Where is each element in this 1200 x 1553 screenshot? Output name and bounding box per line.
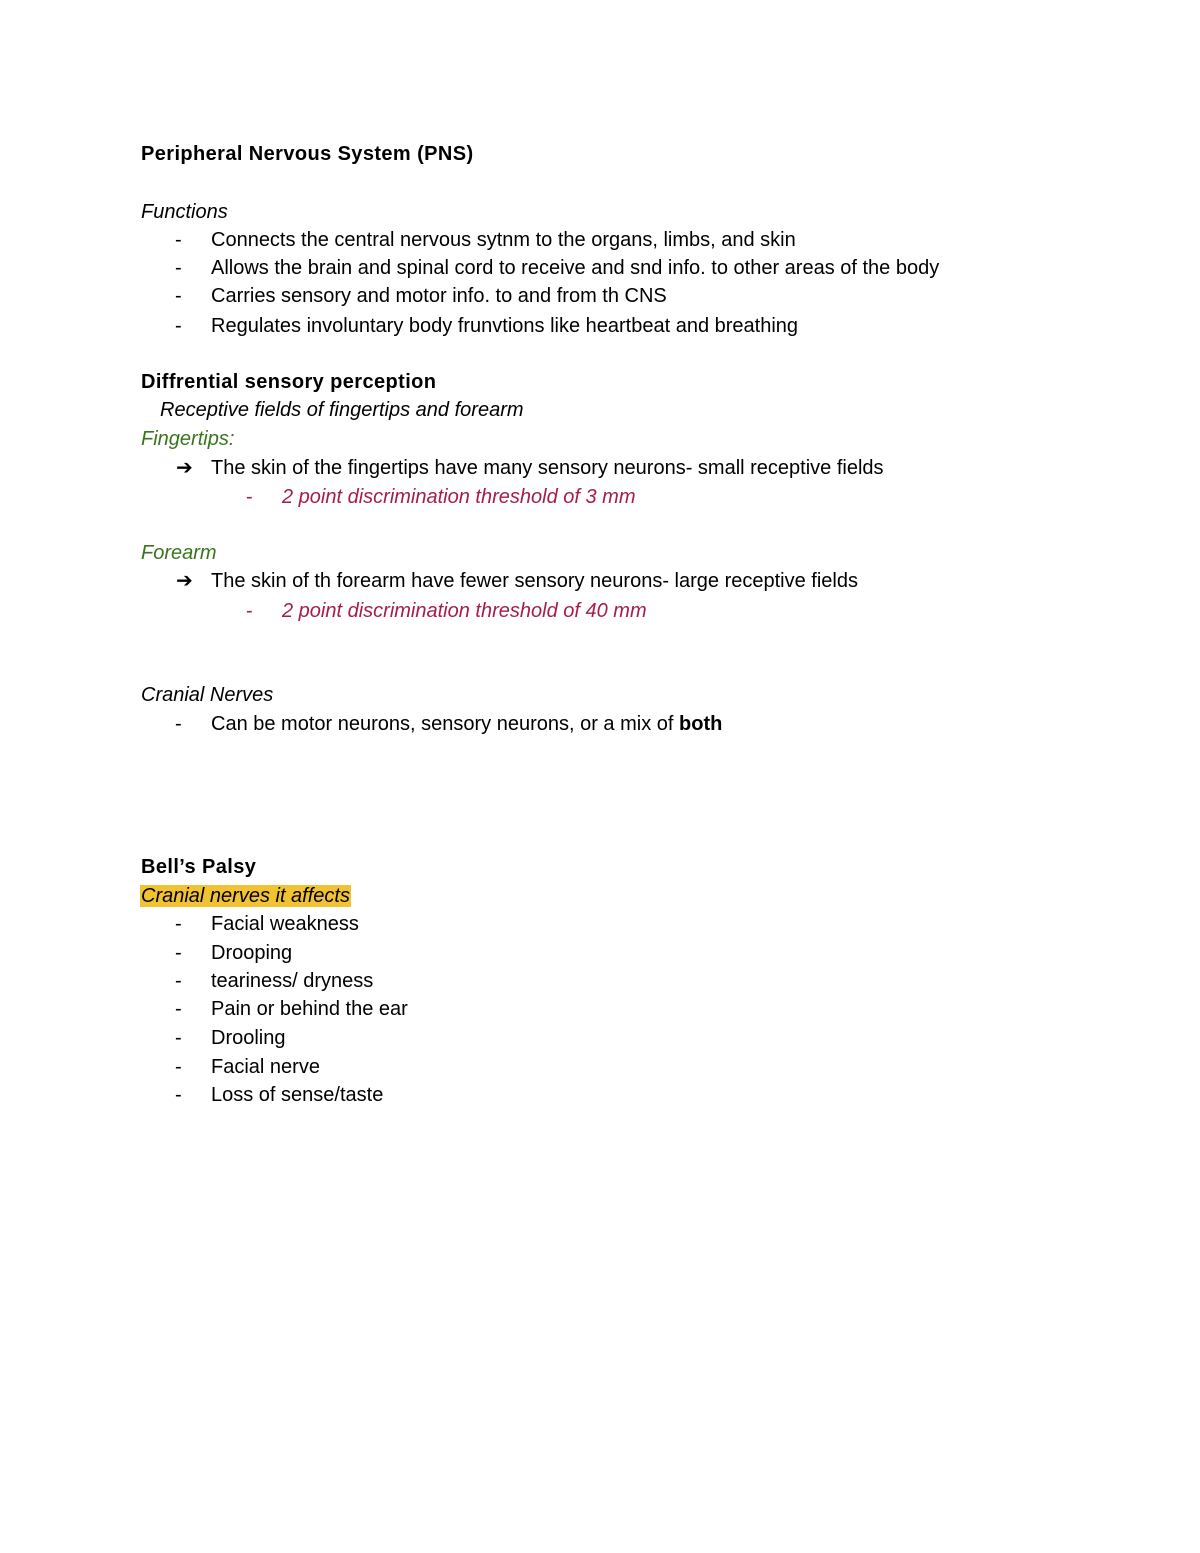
list-bullet: - (175, 1027, 182, 1049)
list-bullet: - (175, 713, 182, 735)
list-bullet: - (175, 285, 182, 307)
list-item: Facial nerve (211, 1056, 320, 1078)
forearm-label: Forearm (141, 542, 217, 564)
arrow-bullet-icon: ➔ (176, 457, 193, 479)
fingertips-point: The skin of the fingertips have many sensory neurons- small receptive fields (211, 457, 884, 479)
list-bullet: - (175, 998, 182, 1020)
list-item: Connects the central nervous sytnm to the organs, limbs, and skin (211, 229, 796, 251)
functions-label: Functions (141, 201, 228, 223)
list-bullet: - (175, 913, 182, 935)
cranial-heading: Cranial Nerves (141, 684, 274, 706)
list-bullet: - (175, 942, 182, 964)
perception-subtitle: Receptive fields of fingertips and forearm (160, 399, 524, 421)
list-bullet: - (175, 1056, 182, 1078)
list-bullet: - (246, 486, 253, 508)
forearm-detail: 2 point discrimination threshold of 40 mm (282, 600, 647, 622)
perception-heading: Diffrential sensory perception (141, 371, 437, 393)
list-bullet: - (175, 257, 182, 279)
list-bullet: - (246, 600, 253, 622)
list-item: Drooling (211, 1027, 286, 1049)
list-bullet: - (175, 229, 182, 251)
fingertips-detail: 2 point discrimination threshold of 3 mm (282, 486, 636, 508)
cranial-item-bold: both (679, 713, 723, 735)
bells-highlight-line (140, 882, 351, 910)
bells-heading: Bell’s Palsy (141, 856, 257, 878)
pns-heading: Peripheral Nervous System (PNS) (141, 143, 474, 165)
forearm-point: The skin of th forearm have fewer sensory neurons- large receptive fields (211, 570, 858, 592)
list-item: teariness/ dryness (211, 970, 374, 992)
list-item: Facial weakness (211, 913, 359, 935)
arrow-bullet-icon: ➔ (176, 570, 193, 592)
cranial-item (211, 710, 722, 738)
list-item: Carries sensory and motor info. to and from th CNS (211, 285, 667, 307)
list-item: Allows the brain and spinal cord to receive and snd info. to other areas of the body (211, 257, 940, 279)
fingertips-label: Fingertips: (141, 428, 235, 450)
cranial-item-text: Can be motor neurons, sensory neurons, or a mix of (211, 713, 680, 735)
list-bullet: - (175, 1084, 182, 1106)
list-item: Loss of sense/taste (211, 1084, 384, 1106)
list-item: Regulates involuntary body frunvtions like heartbeat and breathing (211, 315, 799, 337)
list-item: Pain or behind the ear (211, 998, 408, 1020)
list-item: Drooping (211, 942, 293, 964)
list-bullet: - (175, 315, 182, 337)
list-bullet: - (175, 970, 182, 992)
highlighted-label: Cranial nerves it affects (141, 885, 350, 907)
